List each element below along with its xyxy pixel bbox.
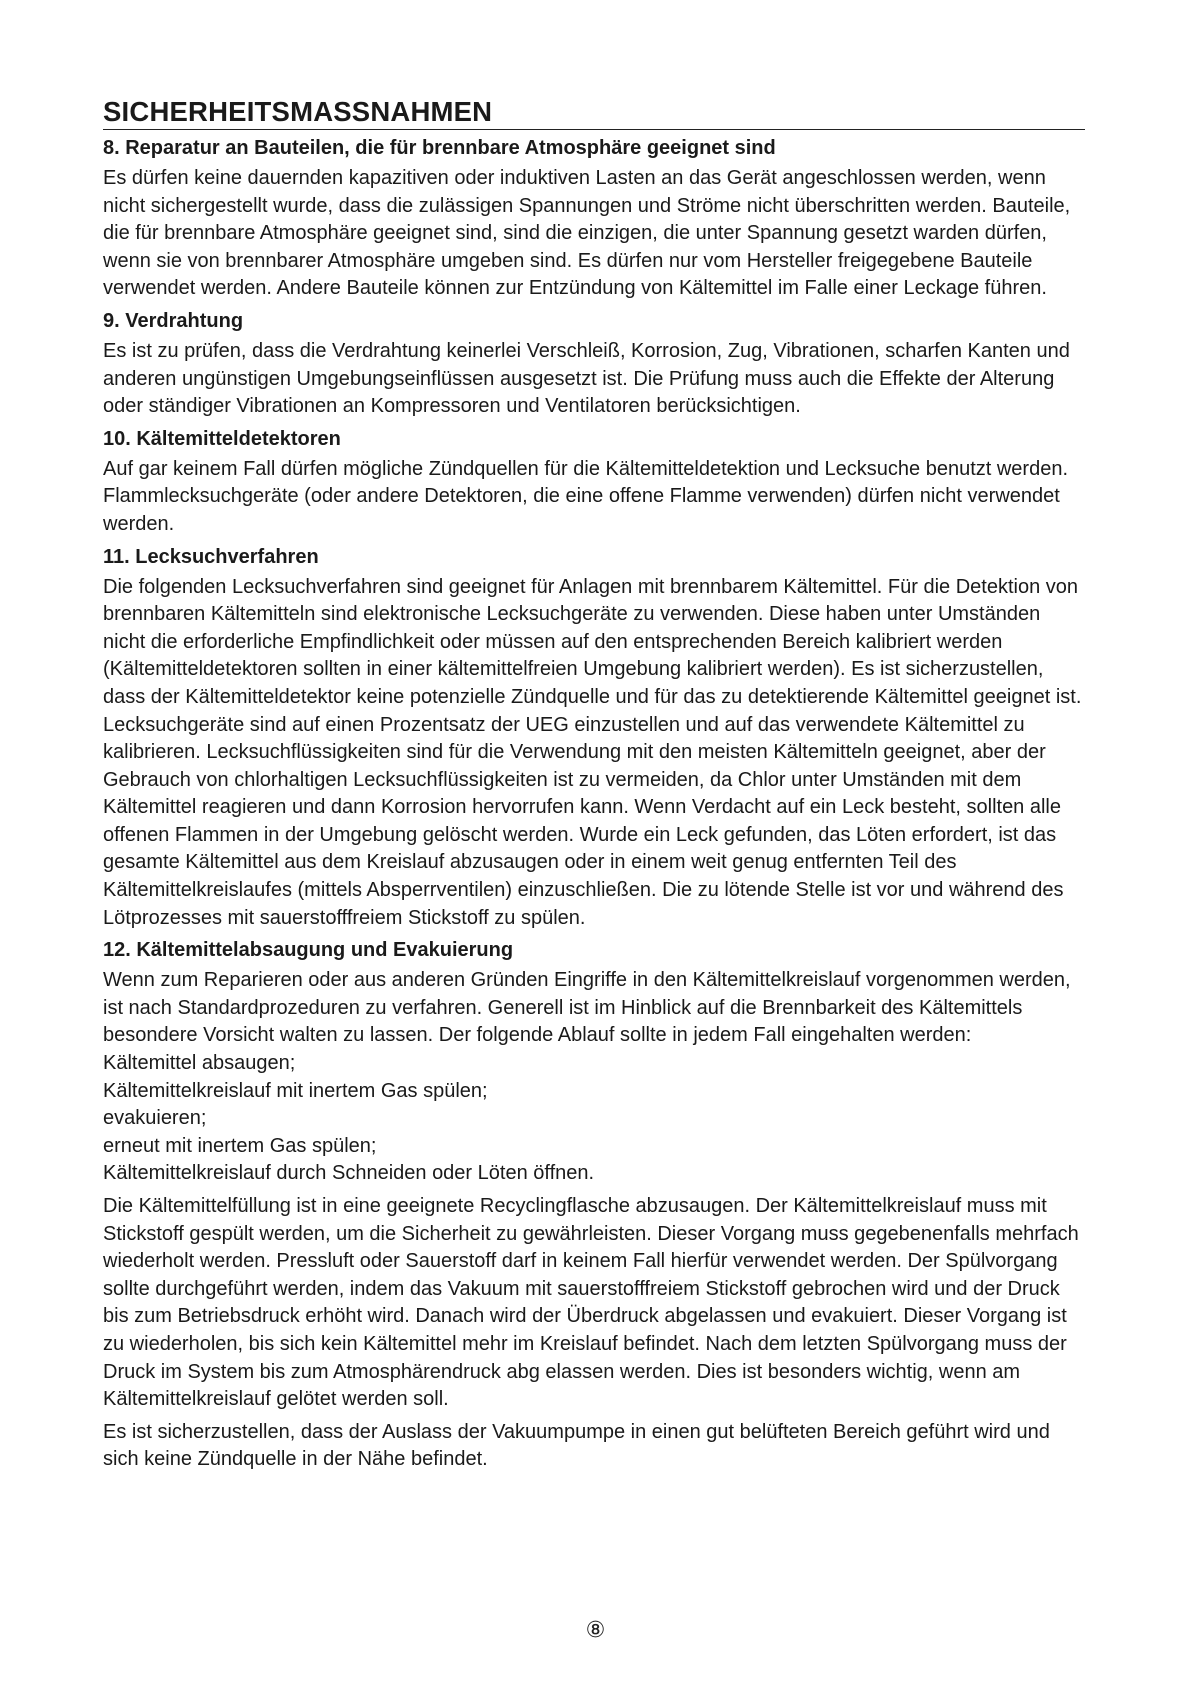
section-heading: 8. Reparatur an Bauteilen, die für brennbare Atmosphäre geeignet sind [103, 137, 776, 159]
procedure-step: Kältemittelkreislauf mit inertem Gas spülen; [103, 1079, 488, 1102]
section-heading: 11. Lecksuchverfahren [103, 545, 319, 568]
procedure-step: Kältemittel absaugen; [103, 1052, 296, 1075]
section-leak-detection [103, 544, 1085, 933]
section-paragraph: Die Kältemittelfüllung ist in eine geeignete Recyclingflasche abzusaugen. Der Kältemittelkreislauf muss mit Stickstoff gespült werden, um die Sicherheit zu gewährleisten. Dieser Vorgang muss gegebenenfalls mehrfach wiederholt werden. Pressluft oder Sauerstoff darf in keinem Fall hierfür verwendet werden. Der Spülvorgang sollte durchgeführt werden, indem das Vakuum mit sauerstofffreiem Stickstoff gebrochen wird und der Druck bis zum Betriebsdruck erhöht wird. Danach wird der Überdruck abgelassen und evakuiert. Dieser Vorgang ist zu wiederholen, bis sich kein Kältemittel mehr im Kreislauf befindet. Nach dem letzten Spülvorgang muss der Druck im System bis zum Atmosphärendruck abg elassen werden. Dies ist besonders wichtig, wenn am Kältemittelkreislauf gelötet werden soll. [103, 1195, 1079, 1411]
procedure-steps-list [103, 1050, 1085, 1188]
page-content [103, 96, 1085, 1479]
section-repair-components [103, 135, 1085, 303]
section-wiring [103, 308, 1085, 421]
section-paragraph: Es ist zu prüfen, dass die Verdrahtung keinerlei Verschleiß, Korrosion, Zug, Vibrationen, scharfen Kanten und anderen ungünstigen Umgebungseinflüssen ausgesetzt ist. Die Prüfung muss auch die Effekte der Alterung oder ständiger Vibrationen an Kompressoren und Ventilatoren berücksichtigen. [103, 339, 1070, 418]
section-heading: 10. Kältemitteldetektoren [103, 427, 341, 450]
section-heading: 12. Kältemittelabsaugung und Evakuierung [103, 939, 514, 962]
procedure-step: Kältemittelkreislauf durch Schneiden oder Löten öffnen. [103, 1162, 595, 1185]
section-paragraph: Es dürfen keine dauernden kapazitiven oder induktiven Lasten an das Gerät angeschlossen werden, wenn nicht sichergestellt wurde, dass die zulässigen Spannungen und Ströme nicht überschritten werden. Bauteile, die für brennbare Atmosphäre geeignet sind, sind die einzigen, die unter Spannung gesetzt warden dürfen, wenn sie von brennbarer Atmosphäre umgeben sind. Es dürfen nur vom Hersteller freigegebene Bauteile verwendet werden. Andere Bauteile können zur Entzündung von Kältemittel im Falle einer Leckage führen. [103, 167, 1071, 300]
section-heading: 9. Verdrahtung [103, 309, 244, 332]
procedure-step: evakuieren; [103, 1107, 207, 1130]
page-number: ⑧ [585, 1618, 606, 1643]
section-paragraph: Die folgenden Lecksuchverfahren sind geeignet für Anlagen mit brennbarem Kältemittel. Für die Detektion von brennbaren Kältemitteln sind elektronische Lecksuchgeräte zu verwenden. Diese haben unter Umständen nicht die erforderliche Empfindlichkeit oder müssen auf den entsprechenden Bereich kalibriert werden (Kältemitteldetektoren sollten in einer kältemittelfreien Umgebung kalibriert werden). Es ist sicherzustellen, dass der Kältemitteldetektor keine potenzielle Zündquelle und für das zu detektierende Kältemittel geeignet ist. Lecksuchgeräte sind auf einen Prozentsatz der UEG einzustellen und auf das verwendete Kältemittel zu kalibrieren. Lecksuchflüssigkeiten sind für die Verwendung mit den meisten Kältemitteln geeignet, aber der Gebrauch von chlorhaltigen Lecksuchflüssigkeiten ist zu vermeiden, da Chlor unter Umständen mit dem Kältemittel reagieren und dann Korrosion hervorrufen kann. Wenn Verdacht auf ein Leck besteht, sollten alle offenen Flammen in der Umgebung gelöscht werden. Wurde ein Leck gefunden, das Löten erfordert, ist das gesamte Kältemittel aus dem Kreislauf abzusaugen oder in einem weit genug entfernten Teil des Kältemittelkreislaufes (mittels Absperrventilen) einzuschließen. Die zu lötende Stelle ist vor und während des Lötprozesses mit sauerstofffreiem Stickstoff zu spülen. [103, 575, 1082, 929]
page-title: SICHERHEITSMASSNAHMEN [103, 96, 1085, 130]
section-intro: Wenn zum Reparieren oder aus anderen Gründen Eingriffe in den Kältemittelkreislauf vorgenommen werden, ist nach Standardprozeduren zu verfahren. Generell ist im Hinblick auf die Brennbarkeit des Kältemittels besondere Vorsicht walten zu lassen. Der folgende Ablauf sollte in jedem Fall eingehalten werden: [103, 969, 1071, 1047]
section-refrigerant-detectors [103, 426, 1085, 539]
procedure-step: erneut mit inertem Gas spülen; [103, 1134, 377, 1157]
section-paragraph: Es ist sicherzustellen, dass der Auslass der Vakuumpumpe in einen gut belüfteten Bereich geführt wird und sich keine Zündquelle in der Nähe befindet. [103, 1420, 1050, 1471]
section-refrigerant-recovery [103, 937, 1085, 1474]
section-paragraph: Auf gar keinem Fall dürfen mögliche Zündquellen für die Kältemitteldetektion und Lecksuche benutzt werden. Flammlecksuchgeräte (oder andere Detektoren, die eine offene Flamme verwenden) dürfen nicht verwendet werden. [103, 457, 1069, 535]
